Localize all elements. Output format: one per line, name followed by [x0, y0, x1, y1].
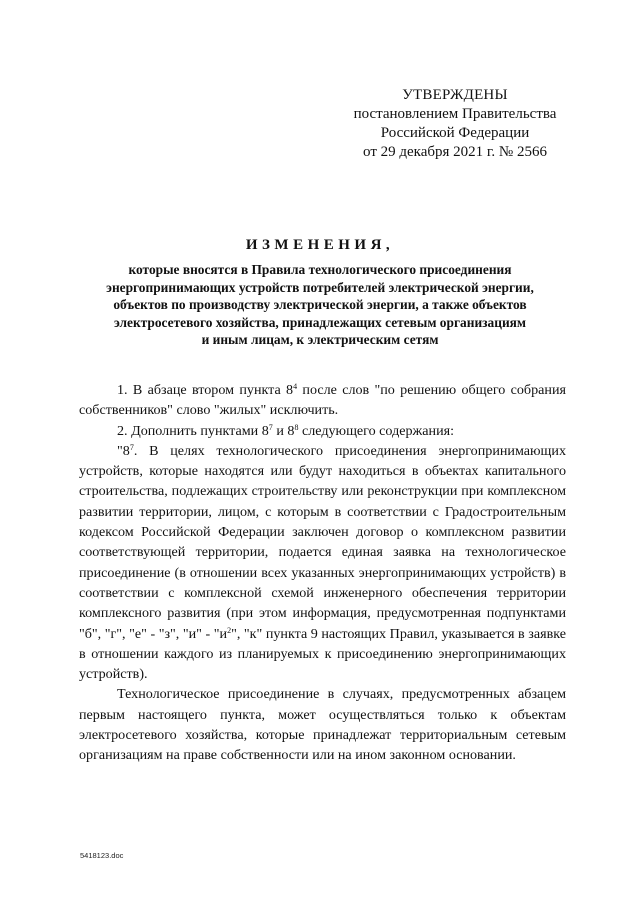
subtitle-line: электросетевого хозяйства, принадлежащих сетевым организациям [113, 314, 527, 330]
text-run: следующего содержания: [298, 422, 455, 439]
text-run: 2. Дополнить пунктами 8 [117, 422, 269, 439]
subtitle-line: которые вносятся в Правила технологического присоединения [128, 262, 512, 277]
subtitle-line: объектов по производству электрической энергии, а также объектов [113, 297, 527, 313]
superscript: 7 [268, 422, 273, 432]
document-title: ИЗМЕНЕНИЯ, [245, 237, 395, 253]
approval-line: постановлением Правительства [353, 106, 557, 122]
superscript: 7 [129, 442, 134, 452]
superscript: 8 [294, 422, 299, 432]
superscript: 2 [227, 625, 232, 635]
text-run: после слов "по решению общего собрания собственников" слово "жилых" исключить. [79, 382, 566, 419]
text-run: . В целях технологического присоединения энергопринимающих устройств, которые находятся или будут находиться в объектах капитального строительства, подлежащих строительству или реконструкции при комплексном развитии территории, лицом, с которым в соответствии с Градостроительным кодексом Российской Федерации заключен договор о комплексном развитии соответствующей территории, подается единая заявка на технологическое присоединение (в отношении всех указанных энергопринимающих устройств) в соответствии с комплексной схемой инженерного обеспечения территории комплексного развития (при этом информация, предусмотренная подпунктами "б", "г", "е" - "з", "и" - "и [79, 442, 566, 642]
document-body [79, 380, 566, 766]
approval-heading: УТВЕРЖДЕНЫ [402, 87, 508, 103]
text-run: ", "к" пункта 9 настоящих Правил, указывается в заявке в отношении каждого из планируемых к присоединению энергопринимающих устройств). [79, 625, 566, 683]
approval-date-number: от 29 декабря 2021 г. № 2566 [363, 144, 547, 160]
approval-stamp [330, 86, 580, 162]
paragraph-item-1 [79, 380, 566, 421]
paragraph-item-2 [79, 421, 566, 441]
file-name-footer: 5418123.doc [80, 851, 124, 860]
paragraph-connection: Технологическое присоединение в случаях, предусмотренных абзацем первым настоящего пункта, может осуществляться только к объектам электросетевого хозяйства, которые принадлежат территориальным сетевым организациям на праве собственности или на ином законном основании. [79, 686, 566, 764]
subtitle-line: и иным лицам, к электрическим сетям [201, 332, 439, 348]
text-run: "8 [117, 442, 130, 459]
paragraph-point-8-7 [79, 441, 566, 685]
text-run: и 8 [272, 422, 295, 439]
text-run: 1. В абзаце втором пункта 8 [117, 382, 294, 398]
approval-line: Российской Федерации [380, 125, 530, 141]
subtitle-line: энергопринимающих устройств потребителей электрической энергии, [106, 279, 534, 295]
superscript: 4 [293, 382, 298, 391]
document-subtitle [70, 261, 570, 349]
